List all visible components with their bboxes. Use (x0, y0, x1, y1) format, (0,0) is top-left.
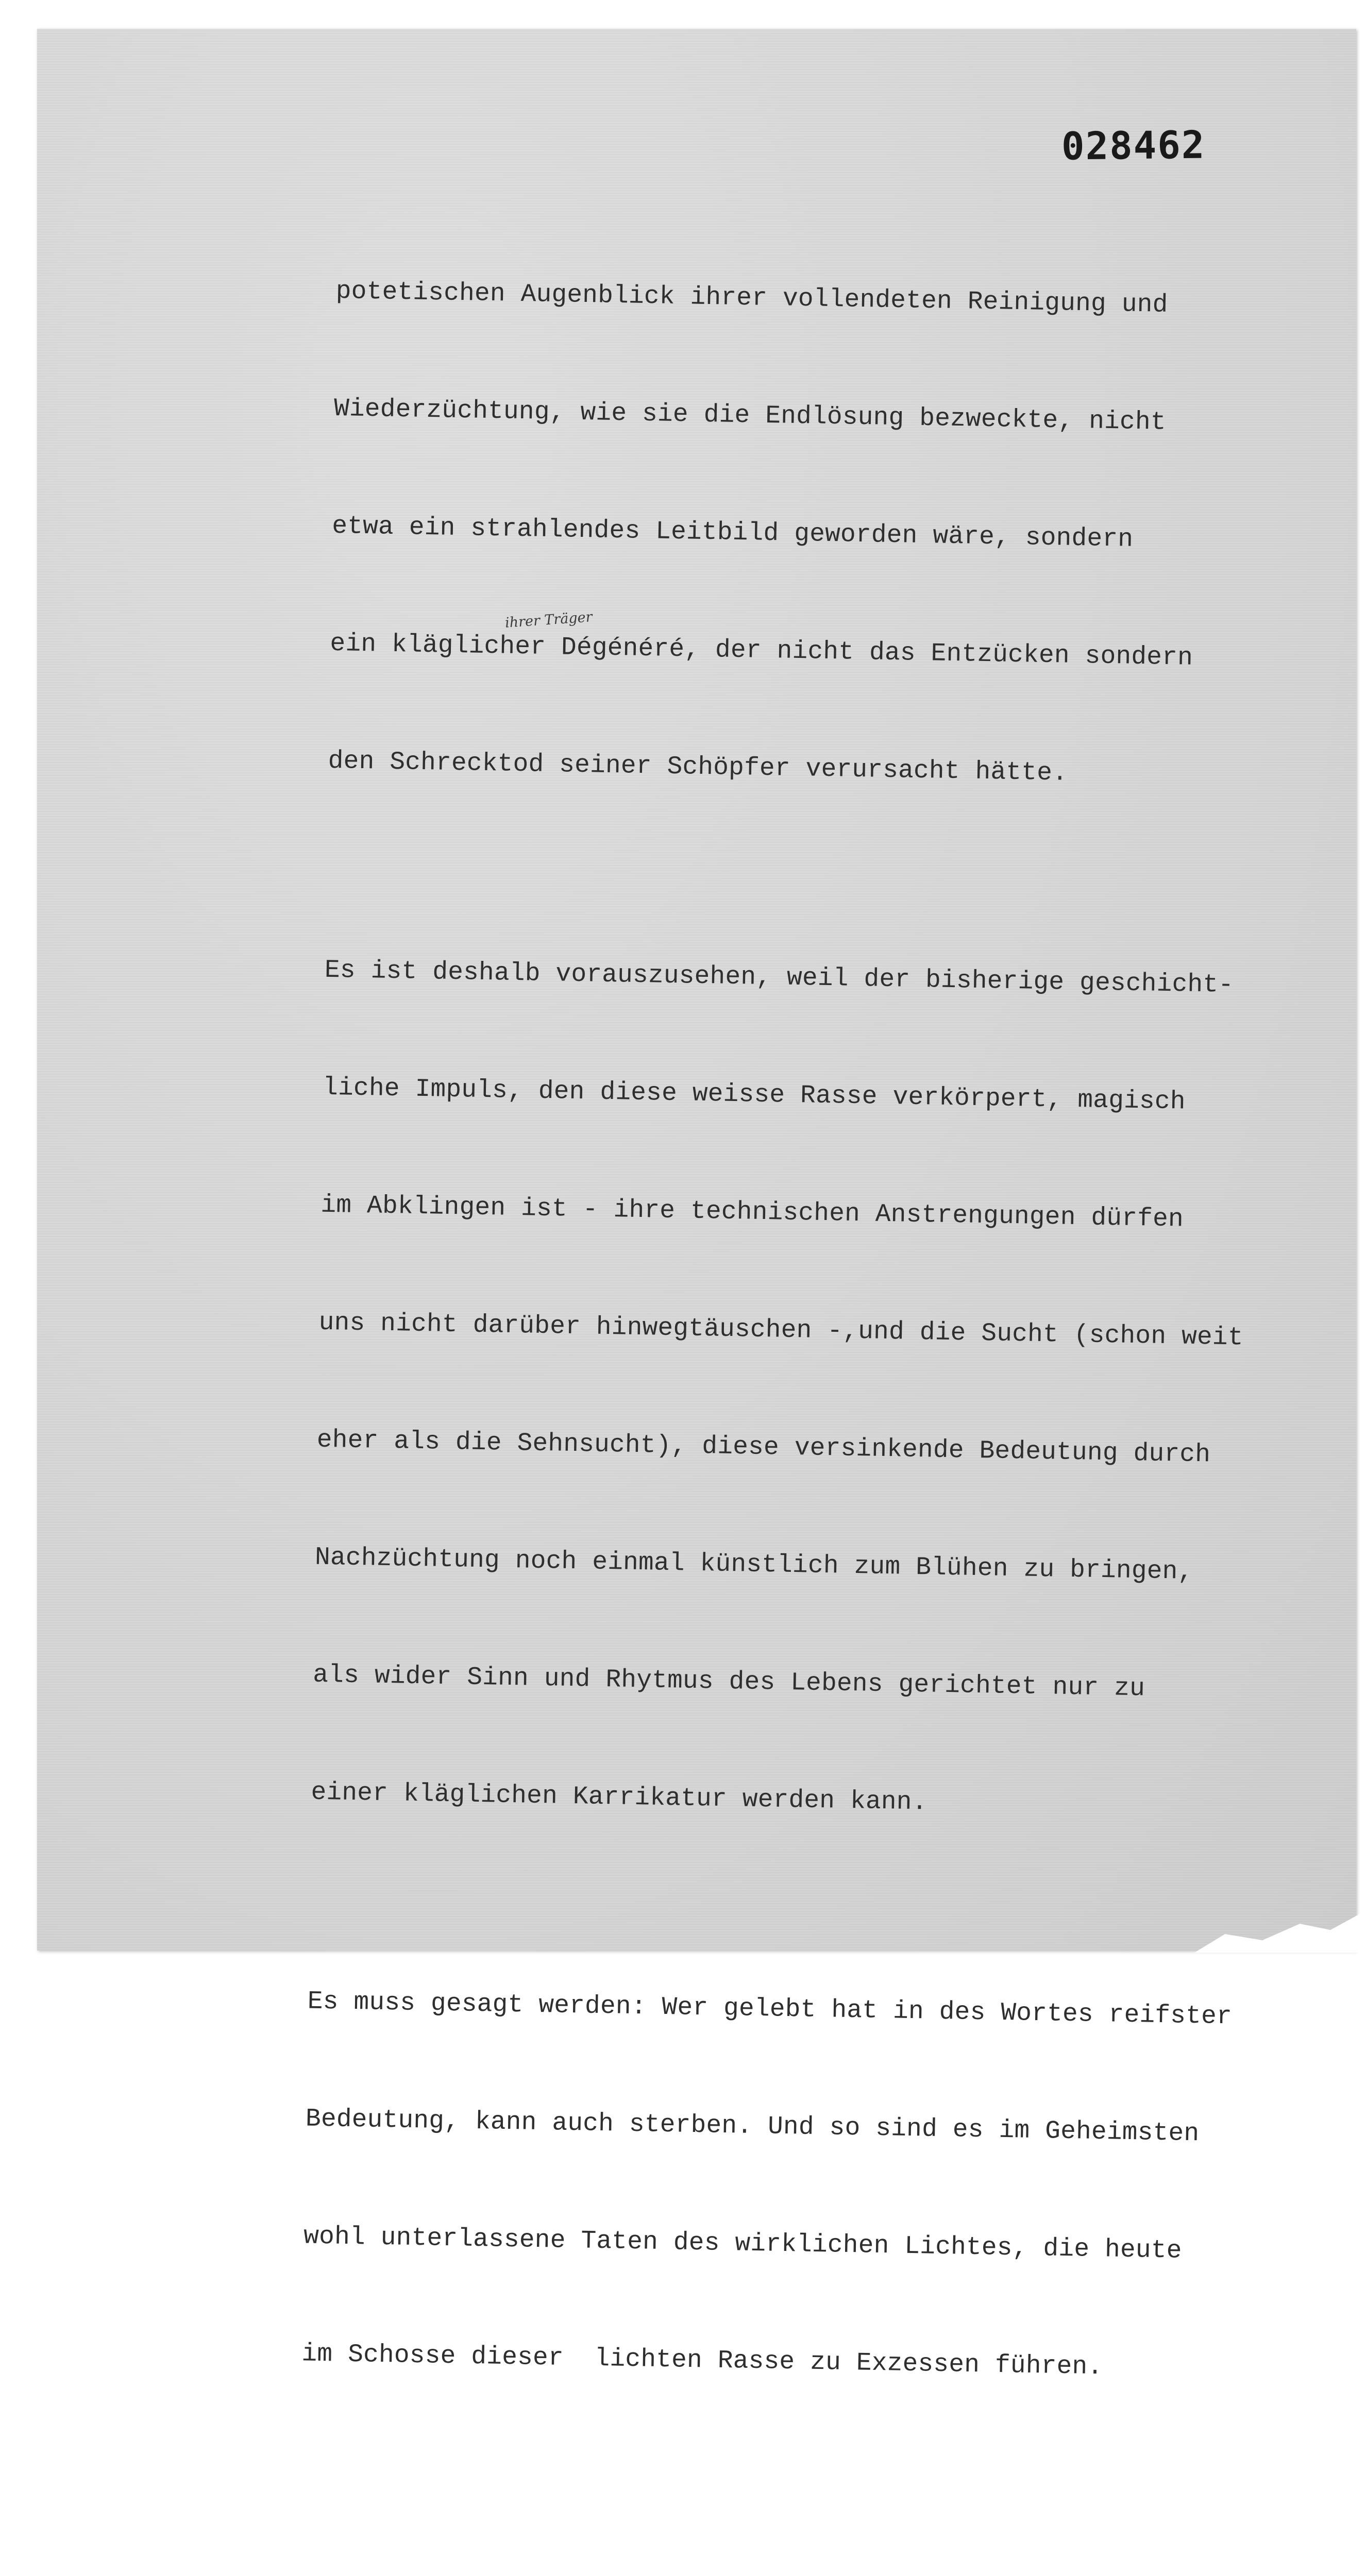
text-line: uns nicht darüber hinwegtäuschen -,und die Sucht (schon weit (318, 1308, 1244, 1352)
text-line: etwa ein strahlendes Leitbild geworden wäre, sondern (331, 511, 1134, 554)
text-line: wohl unterlassene Taten des wirklichen Lichtes, die heute (303, 2222, 1183, 2265)
text-line: eher als die Sehnsucht), diese versinkende Bedeutung durch (316, 1425, 1211, 1469)
page-number: 028462 (1061, 123, 1206, 169)
paragraph-1 (327, 193, 1342, 875)
text-line: den Schrecktod seiner Schöpfer verursacht hätte. (328, 746, 1068, 788)
text-line: liche Impuls, den diese weisse Rasse verkörpert, magisch (322, 1073, 1186, 1116)
text-line: ein kläglicher Dégénéré, der nicht das Entzücken sondern (330, 629, 1193, 672)
paragraph-2 (309, 872, 1330, 1907)
text-line: im Schosse dieser lichten Rasse zu Exzessen führen. (301, 2339, 1103, 2382)
text-line: Wiederzüchtung, wie sie die Endlösung bezweckte, nicht (333, 394, 1167, 437)
typewritten-body (254, 193, 1342, 2576)
text-line: Es ist deshalb vorauszusehen, weil der bisherige geschicht- (324, 955, 1234, 1000)
text-line: Nachzüchtung noch einmal künstlich zum Blühen zu bringen, (314, 1543, 1193, 1586)
paragraph-3 (300, 1904, 1313, 2468)
text-line: Bedeutung, kann auch sterben. Und so sind es im Geheimsten (305, 2104, 1200, 2148)
text-line: potetischen Augenblick ihrer vollendeten Reinigung und (335, 276, 1168, 319)
text-line: einer kläglichen Karrikatur werden kann. (311, 1777, 928, 1817)
text-line: im Abklingen ist - ihre technischen Anstrengungen dürfen (320, 1190, 1184, 1234)
handwritten-insert: ihrer Träger (504, 609, 593, 631)
text-line: Es muss gesagt werden: Wer gelebt hat in des Wortes reifster (307, 1987, 1233, 2031)
text-line: als wider Sinn und Rhytmus des Lebens gerichtet nur zu (312, 1660, 1145, 1703)
